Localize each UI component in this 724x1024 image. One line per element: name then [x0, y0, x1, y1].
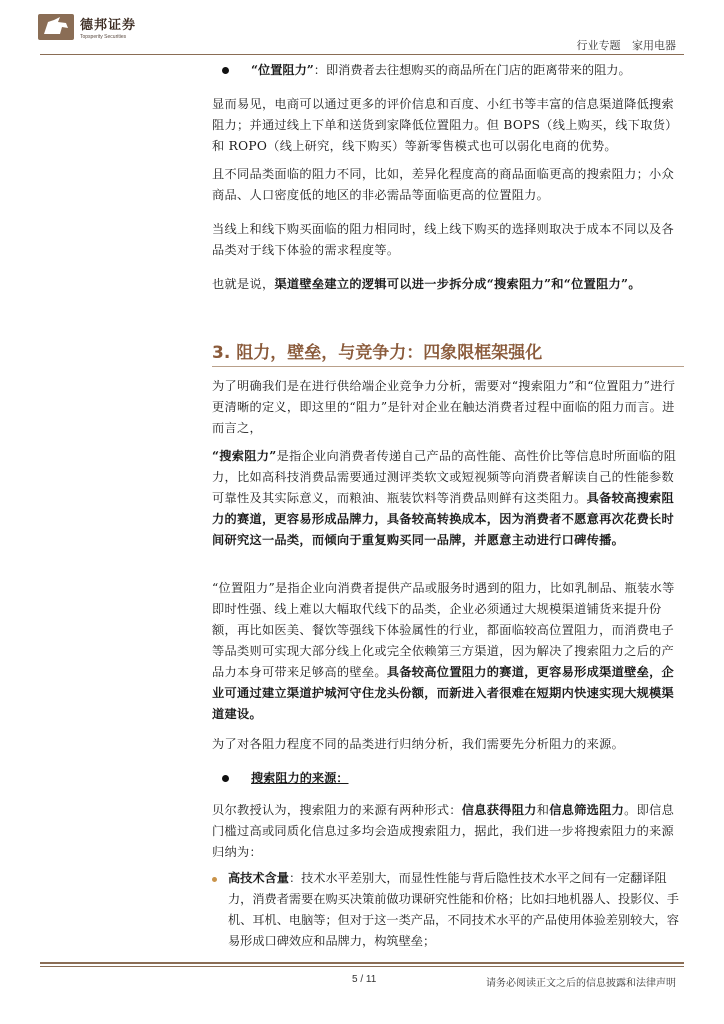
- bullet-term: “位置阻力”: [251, 63, 314, 77]
- sub-bullet-icon: [212, 877, 217, 882]
- paragraph-4-text: 也就是说，: [212, 277, 275, 291]
- bullet-text: ：即消费者去往想购买的商品所在门店的距离带来的阻力。: [313, 63, 631, 77]
- paragraph-8: 为了对各阻力程度不同的品类进行归纳分析，我们需要先分析阻力的来源。: [212, 737, 625, 751]
- header-category: 行业专题: [576, 39, 621, 52]
- paragraph-5: 为了明确我们是在进行供给端企业竞争力分析，需要对“搜索阻力”和“位置阻力”进行更清晰的定义，即这里的“阻力”是针对企业在触达消费者过程中面临的阻力而言。进而言之，: [212, 379, 676, 435]
- page-number: 5 / 11: [352, 974, 377, 985]
- bullet-icon: [222, 775, 229, 782]
- header-industry: 家用电器: [632, 39, 676, 52]
- sub-bullet-term: 高技术含量: [228, 871, 289, 885]
- bullet-location-resistance: [222, 60, 684, 81]
- section-title: 3. 阻力，壁垒，与竞争力：四象限框架强化: [212, 343, 543, 363]
- brand-name: 德邦证券: [80, 18, 137, 33]
- footer-disclaimer: 请务必阅读正文之后的信息披露和法律声明: [486, 978, 676, 989]
- paragraph-2: 且不同品类面临的阻力不同，比如，差异化程度高的商品面临更高的搜索阻力；小众商品、人口密度低的地区的非必需品等面临更高的位置阻力。: [212, 167, 675, 202]
- sub-bullet-text: ：技术水平差别大，而显性性能与背后隐性技术水平之间有一定翻译阻力，消费者需要在购买决策前做功课研究性能和价格；比如扫地机器人、投影仪、手机、耳机、电脑等；但对于这一类产品，不同技术水平的产品使用体验差别较大，容易形成口碑效应和品牌力，构筑壁垒；: [228, 871, 679, 948]
- bullet-search-source-label: 搜索阻力的来源：: [251, 771, 349, 785]
- header-divider: [40, 54, 684, 55]
- paragraph-1: 显而易见，电商可以通过更多的评价信息和百度、小红书等丰富的信息渠道降低搜索阻力；并通过线上下单和送货到家降低位置阻力。但 BOPS（线上购买，线下取货）和 ROPO（线上研究，线下购买）等新零售模式也可以弱化电商的优势。: [212, 97, 678, 153]
- paragraph-9-bold-2: 信息筛选阻力: [549, 803, 625, 817]
- paragraph-9-and: 和: [536, 803, 550, 817]
- brand-logo: [38, 14, 136, 40]
- paragraph-9-text-2: 。即信息门槛过高或同质化信息过多均会造成搜索阻力，据此，我们进一步将搜索阻力的来源归纳为：: [212, 803, 675, 859]
- footer-divider: [40, 962, 684, 964]
- horse-logo-icon: [38, 14, 74, 40]
- footer-divider-thin: [40, 966, 684, 967]
- sub-bullet-high-tech: [212, 868, 684, 952]
- header-tags: [577, 37, 677, 53]
- section-divider: [212, 366, 684, 367]
- paragraph-6-bold: 具备较高搜索阻力的赛道，更容易形成品牌力，具备较高转换成本，因为消费者不愿意再次花费长时间研究这一品类，而倾向于重复购买同一品牌，并愿意主动进行口碑传播。: [212, 491, 675, 547]
- paragraph-9-text: 贝尔教授认为，搜索阻力的来源有两种形式：: [212, 803, 462, 817]
- bullet-icon: [222, 67, 229, 74]
- paragraph-9-bold-1: 信息获得阻力: [461, 803, 537, 817]
- paragraph-6-term: “搜索阻力”: [212, 449, 277, 463]
- brand-name-en: Topsperity Securities: [80, 34, 127, 40]
- paragraph-7-text: “位置阻力”是指企业向消费者提供产品或服务时遇到的阻力，比如乳制品、瓶装水等即时性强、线上难以大幅取代线下的品类，企业必须通过大规模渠道铺货来提升份额，再比如医美、餐饮等强线下体验属性的行业，都面临较高位置阻力，而消费电子等品类则可实现大部分线上化或完全依赖第三方渠道，因为解决了搜索阻力之后的产品力本身可带来足够高的壁垒。: [212, 581, 675, 679]
- bullet-search-source: [222, 768, 349, 789]
- paragraph-4: [212, 274, 684, 295]
- paragraph-7: [212, 578, 684, 725]
- paragraph-6-text: 是指企业向消费者传递自己产品的高性能、高性价比等信息时所面临的阻力，比如高科技消费品需要通过测评类软文或短视频等向消费者解读自己的性能参数可靠性及其实际意义，而粮油、瓶装饮料等消费品则鲜有这类阻力。: [212, 449, 677, 505]
- paragraph-9: [212, 800, 684, 863]
- paragraph-3: 当线上和线下购买面临的阻力相同时，线上线下购买的选择则取决于成本不同以及各品类对于线下体验的需求程度等。: [212, 222, 675, 257]
- paragraph-4-bold: 渠道壁垒建立的逻辑可以进一步拆分成“搜索阻力”和“位置阻力”。: [274, 277, 641, 291]
- paragraph-7-bold: 具备较高位置阻力的赛道，更容易形成渠道壁垒，企业可通过建立渠道护城河守住龙头份额，而新进入者很难在短期内快速实现大规模渠道建设。: [212, 665, 675, 721]
- paragraph-6: [212, 446, 684, 551]
